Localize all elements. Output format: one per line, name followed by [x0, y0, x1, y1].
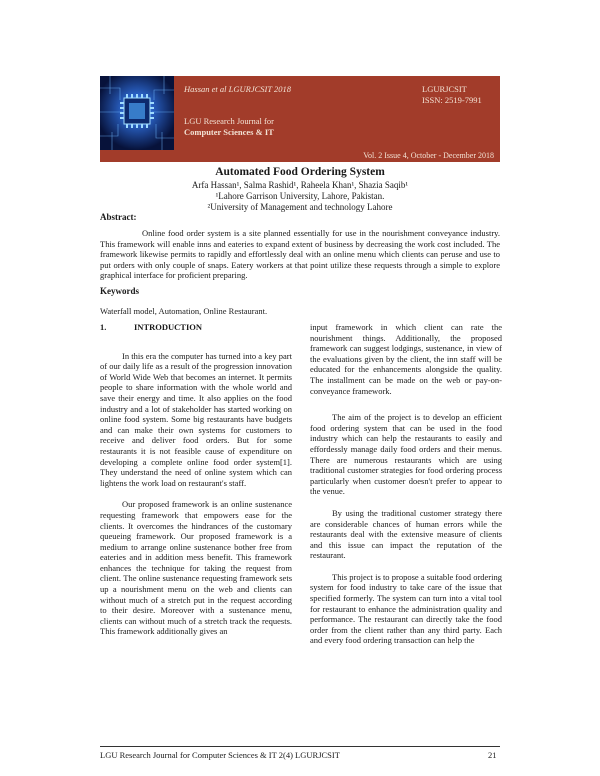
affiliation-2: ²University of Management and technology Lahore	[207, 202, 393, 212]
section-title: INTRODUCTION	[134, 322, 203, 332]
intro-paragraph-2: Our proposed framework is an online sustenance requesting framework that empowers ease for the clients. It overcomes the hindrances of the customary queueing framework. Our proposed framework is a medium to arrange online sustenance bother free from eateries and in addition mess benefit. This framework enhances the technique for taking the request from client. The online sustenance requesting framework sets up a nourishment menu on the web and clients can without much of a stretch put in the request according to their desire. Moreover with a sustenance menu, clients can without much of a stretch track the requests. This framework additionally gives an	[100, 499, 292, 637]
abstract-text: Online food order system is a site planned essentially for use in the nourishment conveyance industry. This framework will enable inns and eateries to expand extent of business by decreasing the work cost included. The framework likewise permits to rapidly and effortlessly deal with an online menu which clients can peruse and use to put orders with only couple of snaps. Eatery workers at that point utilize these requests through a simple to explore graphical interface for proficient preparing.	[100, 228, 500, 280]
keywords-heading: Keywords	[100, 286, 139, 296]
intro-paragraph-3: input framework in which client can rate the nourishment things. Additionally, the proposed framework can suggest lodgings, sustenance, in view of the evaluations given by the client, the inn staff will be educated for the enhancements alongside the quality. The installment can be made on the web or pay-on-conveyance framework.	[310, 322, 502, 396]
banner-author-line: Hassan et al LGURJCSIT 2018	[184, 84, 292, 94]
journal-name-line1: LGU Research Journal for	[184, 116, 274, 126]
footer-divider	[100, 746, 500, 747]
intro-paragraph-6: This project is to propose a suitable food ordering system for food industry to take care of the issue that specified formerly. The system can turn into a vital tool for restaurant to enhance the administration quality and performance. The restaurant can directly take the food order from the client rather than any third party. Each and every food ordering transaction can help the	[310, 571, 502, 646]
volume-bar	[100, 150, 500, 162]
intro-paragraph-1: In this era the computer has turned into a key part of our daily life as a result of the progression innovation of World Wide Web that becomes an internet. It permits people to share information with the whole world and save their energy and time. It also applies on the food industry and a lot of stakeholder has started working on online food system. Some big restaurants have budgets and can make their own systems for customers to receive and deliver food orders. But for some restaurants it is not feasible cause of expenditure on developing a complete online food order system[1]. They understand the need of online system which can lightens the work load on restaurant's staff.	[100, 350, 292, 488]
abstract-heading: Abstract:	[100, 212, 137, 222]
footer-journal: LGU Research Journal for Computer Sciences & IT 2(4) LGURJCSIT	[100, 750, 340, 760]
introduction-heading	[100, 322, 292, 333]
journal-code: LGURJCSIT	[422, 84, 467, 94]
circuit-chip-image	[100, 76, 174, 150]
intro-paragraph-5: By using the traditional customer strategy there are considerable chances of human errors while the restaurants deal with the extensive measure of clients and this issue can impact the reputation of the restaurant.	[310, 507, 502, 561]
left-column	[100, 322, 292, 648]
journal-banner	[100, 76, 500, 150]
banner-journal-name	[184, 116, 274, 138]
paper-authors: Arfa Hassan¹, Salma Rashid¹, Raheela Khan¹, Shazia Saqib¹	[191, 180, 409, 190]
right-column	[310, 322, 502, 657]
affiliation-1: ¹Lahore Garrison University, Lahore, Pakistan.	[215, 191, 385, 201]
keywords-text: Waterfall model, Automation, Online Restaurant.	[100, 306, 268, 316]
volume-issue: Vol. 2 Issue 4, October - December 2018	[363, 151, 494, 160]
intro-paragraph-4: The aim of the project is to develop an efficient food ordering system that can be used in the food industry which can help the restaurants to easily and effordessly manage daily food orders and their menus. There are numerous restaurants which are using traditional customer strategies for food ordering process particularly when customer doesn't prefer to appear to the venue.	[310, 412, 502, 497]
issn: ISSN: 2519-7991	[422, 95, 482, 105]
journal-name-line2: Computer Sciences & IT	[184, 127, 274, 137]
banner-journal-code	[422, 84, 482, 106]
page-number: 21	[488, 750, 497, 760]
paper-title: Automated Food Ordering System	[215, 166, 385, 178]
section-number: 1.	[100, 322, 107, 332]
